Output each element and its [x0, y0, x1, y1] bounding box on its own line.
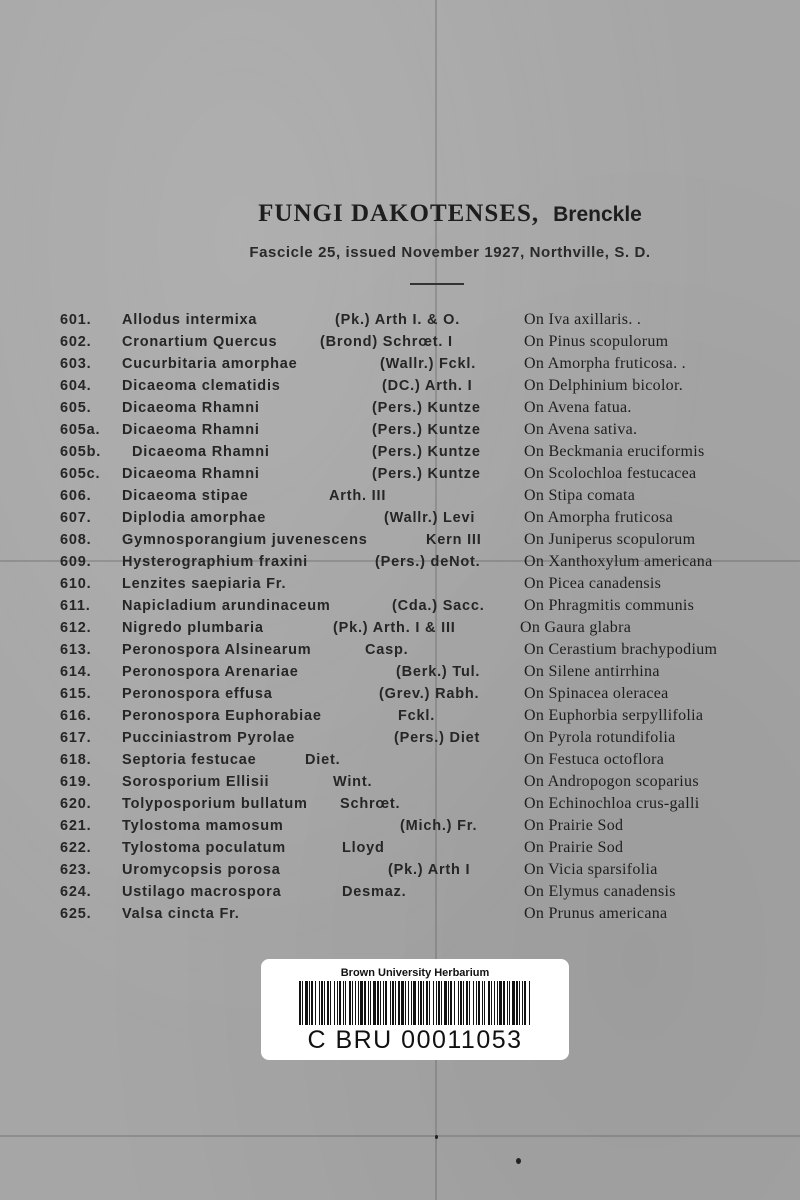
- barcode-bar: [383, 981, 384, 1025]
- authority: (Pk.) Arth I: [388, 862, 471, 878]
- authority: Wint.: [333, 774, 373, 790]
- species-name: Valsa cincta Fr.: [122, 906, 240, 922]
- host-plant: On Stipa comata: [524, 487, 636, 504]
- list-item: [0, 419, 800, 441]
- barcode-bar: [324, 981, 325, 1025]
- barcode-bar: [438, 981, 440, 1025]
- host-plant: On Amorpha fruticosa: [524, 509, 674, 526]
- herbarium-barcode-label: [261, 959, 569, 1060]
- barcode-bar: [524, 981, 526, 1025]
- list-item: [0, 793, 800, 815]
- species-name: Tylostoma mamosum: [122, 818, 284, 834]
- barcode-bar: [478, 981, 480, 1025]
- barcode-bar: [512, 981, 515, 1025]
- list-item: [0, 551, 800, 573]
- barcode-bar: [460, 981, 462, 1025]
- entry-number: 603.: [60, 356, 92, 372]
- barcode-bar: [516, 981, 518, 1025]
- host-plant: On Gaura glabra: [520, 619, 632, 636]
- list-item: [0, 903, 800, 925]
- barcode-bar: [345, 981, 346, 1025]
- barcode-bar: [519, 981, 520, 1025]
- barcode-bar: [529, 981, 530, 1025]
- authority: (Grev.) Rabh.: [379, 686, 480, 702]
- entry-number: 617.: [60, 730, 92, 746]
- entry-number: 605c.: [60, 466, 101, 482]
- species-name: Dicaeoma Rhamni: [122, 466, 260, 482]
- barcode-bar: [321, 981, 323, 1025]
- host-plant: On Xanthoxylum americana: [524, 553, 713, 570]
- author-name: Brenckle: [553, 203, 642, 226]
- barcode-bar: [305, 981, 308, 1025]
- authority: Fckl.: [398, 708, 436, 724]
- host-plant: On Echinochloa crus-galli: [524, 795, 700, 812]
- authority: Diet.: [305, 752, 341, 768]
- entry-number: 612.: [60, 620, 92, 636]
- species-name: Peronospora Arenariae: [122, 664, 299, 680]
- list-item: [0, 485, 800, 507]
- list-item: [0, 749, 800, 771]
- barcode-bar: [484, 981, 485, 1025]
- species-name: Peronospora Euphorabiae: [122, 708, 322, 724]
- authority: (Pers.) Kuntze: [372, 400, 481, 416]
- barcode-bar: [330, 981, 331, 1025]
- host-plant: On Cerastium brachypodium: [524, 641, 718, 658]
- host-plant: On Amorpha fruticosa. .: [524, 355, 686, 372]
- barcode-bar: [463, 981, 464, 1025]
- barcode-bar: [352, 981, 353, 1025]
- host-plant: On Juniperus scopulorum: [524, 531, 696, 548]
- entry-number: 624.: [60, 884, 92, 900]
- barcode-bar: [302, 981, 303, 1025]
- entry-number: 615.: [60, 686, 92, 702]
- species-name: Tylostoma poculatum: [122, 840, 286, 856]
- barcode-bar: [503, 981, 505, 1025]
- barcode-bar: [507, 981, 508, 1025]
- list-item: [0, 661, 800, 683]
- entry-number: 618.: [60, 752, 92, 768]
- authority: (Cda.) Sacc.: [392, 598, 485, 614]
- barcode-bar: [482, 981, 483, 1025]
- barcode-bar: [311, 981, 313, 1025]
- barcode-bar: [458, 981, 459, 1025]
- barcode-bar: [436, 981, 437, 1025]
- barcode-bar: [441, 981, 442, 1025]
- barcode-bar: [426, 981, 428, 1025]
- barcode-bar: [488, 981, 490, 1025]
- entry-number: 609.: [60, 554, 92, 570]
- barcode-bar: [411, 981, 412, 1025]
- barcode-bar: [454, 981, 455, 1025]
- entry-number: 616.: [60, 708, 92, 724]
- species-name: Uromycopsis porosa: [122, 862, 281, 878]
- list-item: [0, 705, 800, 727]
- barcode-bar: [355, 981, 356, 1025]
- barcode-bar: [343, 981, 344, 1025]
- barcode-bar: [299, 981, 301, 1025]
- entry-number: 604.: [60, 378, 92, 394]
- barcode-bar: [368, 981, 369, 1025]
- fascicle-subtitle: Fascicle 25, issued November 1927, Northville, S. D.: [249, 244, 651, 261]
- authority: Lloyd: [342, 840, 385, 856]
- host-plant: On Andropogon scoparius: [524, 773, 699, 790]
- host-plant: On Avena fatua.: [524, 399, 632, 416]
- barcode-bar: [509, 981, 510, 1025]
- barcode-bar: [476, 981, 477, 1025]
- authority: (Pers.) Kuntze: [372, 422, 481, 438]
- barcode-bar: [337, 981, 338, 1025]
- authority: (Berk.) Tul.: [396, 664, 481, 680]
- authority: (Pk.) Arth I. & O.: [335, 312, 461, 328]
- authority: (Brond) Schrœt. I: [320, 334, 453, 350]
- entry-number: 610.: [60, 576, 92, 592]
- host-plant: On Phragmitis communis: [524, 597, 695, 614]
- authority: (Pers.) Kuntze: [372, 466, 481, 482]
- barcode-bar: [448, 981, 449, 1025]
- host-plant: On Elymus canadensis: [524, 883, 676, 900]
- entry-number: 611.: [60, 598, 91, 614]
- list-item: [0, 573, 800, 595]
- host-plant: On Silene antirrhina: [524, 663, 660, 680]
- host-plant: On Pyrola rotundifolia: [524, 729, 676, 746]
- authority: (Pk.) Arth. I & III: [333, 620, 456, 636]
- list-item: [0, 815, 800, 837]
- host-plant: On Spinacea oleracea: [524, 685, 669, 702]
- barcode-bar: [469, 981, 470, 1025]
- authority: (DC.) Arth. I: [382, 378, 473, 394]
- species-name: Sorosporium Ellisii: [122, 774, 270, 790]
- barcode-bar: [420, 981, 422, 1025]
- authority: (Wallr.) Fckl.: [380, 356, 477, 372]
- host-plant: On Euphorbia serpyllifolia: [524, 707, 704, 724]
- species-name: Dicaeoma Rhamni: [122, 400, 260, 416]
- barcode-bar: [315, 981, 316, 1025]
- title-text: FUNGI DAKOTENSES,: [258, 200, 540, 227]
- entry-number: 605b.: [60, 444, 102, 460]
- barcode-bar: [413, 981, 416, 1025]
- species-name: Gymnosporangium juvenescens: [122, 532, 368, 548]
- entry-number: 621.: [60, 818, 92, 834]
- barcode-icon: [299, 981, 531, 1025]
- host-plant: On Prairie Sod: [524, 839, 624, 856]
- authority: Kern III: [426, 532, 482, 548]
- barcode-bar: [377, 981, 379, 1025]
- barcode-bar: [395, 981, 396, 1025]
- list-item: [0, 837, 800, 859]
- entry-number: 605a.: [60, 422, 101, 438]
- list-item: [0, 353, 800, 375]
- barcode-bar: [358, 981, 359, 1025]
- barcode-bar: [522, 981, 523, 1025]
- authority: (Wallr.) Levi: [384, 510, 476, 526]
- barcode-bar: [370, 981, 371, 1025]
- list-item: [0, 463, 800, 485]
- host-plant: On Prunus americana: [524, 905, 668, 922]
- barcode-bar: [339, 981, 341, 1025]
- list-item: [0, 309, 800, 331]
- list-item: [0, 397, 800, 419]
- barcode-bar: [360, 981, 363, 1025]
- paper-speck: [435, 1135, 438, 1139]
- species-name: Diplodia amorphae: [122, 510, 267, 526]
- host-plant: On Beckmania eruciformis: [524, 443, 705, 460]
- species-name: Dicaeoma Rhamni: [122, 422, 260, 438]
- entry-number: 606.: [60, 488, 92, 504]
- barcode-bar: [491, 981, 492, 1025]
- list-item: [0, 441, 800, 463]
- title-rule: [410, 283, 464, 285]
- barcode-bar: [466, 981, 468, 1025]
- entry-number: 625.: [60, 906, 92, 922]
- barcode-bar: [398, 981, 400, 1025]
- list-item: [0, 639, 800, 661]
- entry-number: 601.: [60, 312, 92, 328]
- barcode-bar: [423, 981, 424, 1025]
- barcode-bar: [418, 981, 419, 1025]
- species-name: Lenzites saepiaria Fr.: [122, 576, 287, 592]
- paper-fold-line: [0, 1135, 800, 1137]
- list-item: [0, 529, 800, 551]
- barcode-bar: [450, 981, 452, 1025]
- authority: Arth. III: [329, 488, 387, 504]
- species-name: Cronartium Quercus: [122, 334, 278, 350]
- species-name: Dicaeoma clematidis: [122, 378, 281, 394]
- barcode-bar: [319, 981, 320, 1025]
- barcode-bar: [309, 981, 310, 1025]
- barcode-bar: [349, 981, 351, 1025]
- entry-number: 614.: [60, 664, 92, 680]
- list-item: [0, 771, 800, 793]
- page-title: [0, 200, 800, 228]
- species-name: Tolyposporium bullatum: [122, 796, 308, 812]
- entry-number: 623.: [60, 862, 92, 878]
- barcode-bar: [473, 981, 474, 1025]
- list-item: [0, 859, 800, 881]
- barcode-bar: [494, 981, 495, 1025]
- authority: (Mich.) Fr.: [400, 818, 478, 834]
- barcode-bar: [364, 981, 366, 1025]
- institution-name: Brown University Herbarium: [340, 967, 490, 979]
- specimen-list: [0, 309, 800, 925]
- barcode-bar: [327, 981, 329, 1025]
- list-item: [0, 507, 800, 529]
- list-item: [0, 595, 800, 617]
- authority: (Pers.) deNot.: [375, 554, 481, 570]
- host-plant: On Scolochloa festucacea: [524, 465, 697, 482]
- species-name: Cucurbitaria amorphae: [122, 356, 298, 372]
- list-item: [0, 727, 800, 749]
- entry-number: 620.: [60, 796, 92, 812]
- species-name: Peronospora Alsinearum: [122, 642, 312, 658]
- barcode-bar: [385, 981, 387, 1025]
- species-name: Dicaeoma Rhamni: [132, 444, 270, 460]
- host-plant: On Vicia sparsifolia: [524, 861, 658, 878]
- species-name: Peronospora effusa: [122, 686, 273, 702]
- barcode-bar: [392, 981, 394, 1025]
- authority: (Pers.) Kuntze: [372, 444, 481, 460]
- entry-number: 605.: [60, 400, 92, 416]
- host-plant: On Avena sativa.: [524, 421, 638, 438]
- entry-number: 619.: [60, 774, 92, 790]
- barcode-bar: [429, 981, 430, 1025]
- list-item: [0, 881, 800, 903]
- species-name: Nigredo plumbaria: [122, 620, 264, 636]
- authority: (Pers.) Diet: [394, 730, 481, 746]
- species-name: Hysterographium fraxini: [122, 554, 308, 570]
- list-item: [0, 375, 800, 397]
- barcode-bar: [497, 981, 498, 1025]
- barcode-bar: [390, 981, 391, 1025]
- barcode-bar: [433, 981, 434, 1025]
- list-item: [0, 331, 800, 353]
- barcode-bar: [408, 981, 409, 1025]
- species-name: Allodus intermixa: [122, 312, 258, 328]
- barcode-bar: [380, 981, 381, 1025]
- species-name: Napicladium arundinaceum: [122, 598, 331, 614]
- entry-number: 608.: [60, 532, 92, 548]
- host-plant: On Prairie Sod: [524, 817, 624, 834]
- authority: Schrœt.: [340, 796, 401, 812]
- host-plant: On Delphinium bicolor.: [524, 377, 684, 394]
- entry-number: 602.: [60, 334, 92, 350]
- host-plant: On Picea canadensis: [524, 575, 662, 592]
- species-name: Ustilago macrospora: [122, 884, 282, 900]
- species-name: Dicaeoma stipae: [122, 488, 249, 504]
- host-plant: On Iva axillaris. .: [524, 311, 642, 328]
- authority: Casp.: [365, 642, 409, 658]
- barcode-bar: [401, 981, 404, 1025]
- list-item: [0, 683, 800, 705]
- authority: Desmaz.: [342, 884, 407, 900]
- barcode-bar: [334, 981, 335, 1025]
- entry-number: 622.: [60, 840, 92, 856]
- barcode-bar: [405, 981, 406, 1025]
- paper-speck: [516, 1158, 521, 1164]
- host-plant: On Festuca octoflora: [524, 751, 665, 768]
- barcode-bar: [499, 981, 502, 1025]
- host-plant: On Pinus scopulorum: [524, 333, 669, 350]
- barcode-bar: [444, 981, 447, 1025]
- entry-number: 607.: [60, 510, 92, 526]
- species-name: Pucciniastrom Pyrolae: [122, 730, 296, 746]
- list-item: [0, 617, 800, 639]
- species-name: Septoria festucae: [122, 752, 257, 768]
- barcode-number: C BRU 00011053: [307, 1026, 523, 1054]
- entry-number: 613.: [60, 642, 92, 658]
- barcode-bar: [373, 981, 376, 1025]
